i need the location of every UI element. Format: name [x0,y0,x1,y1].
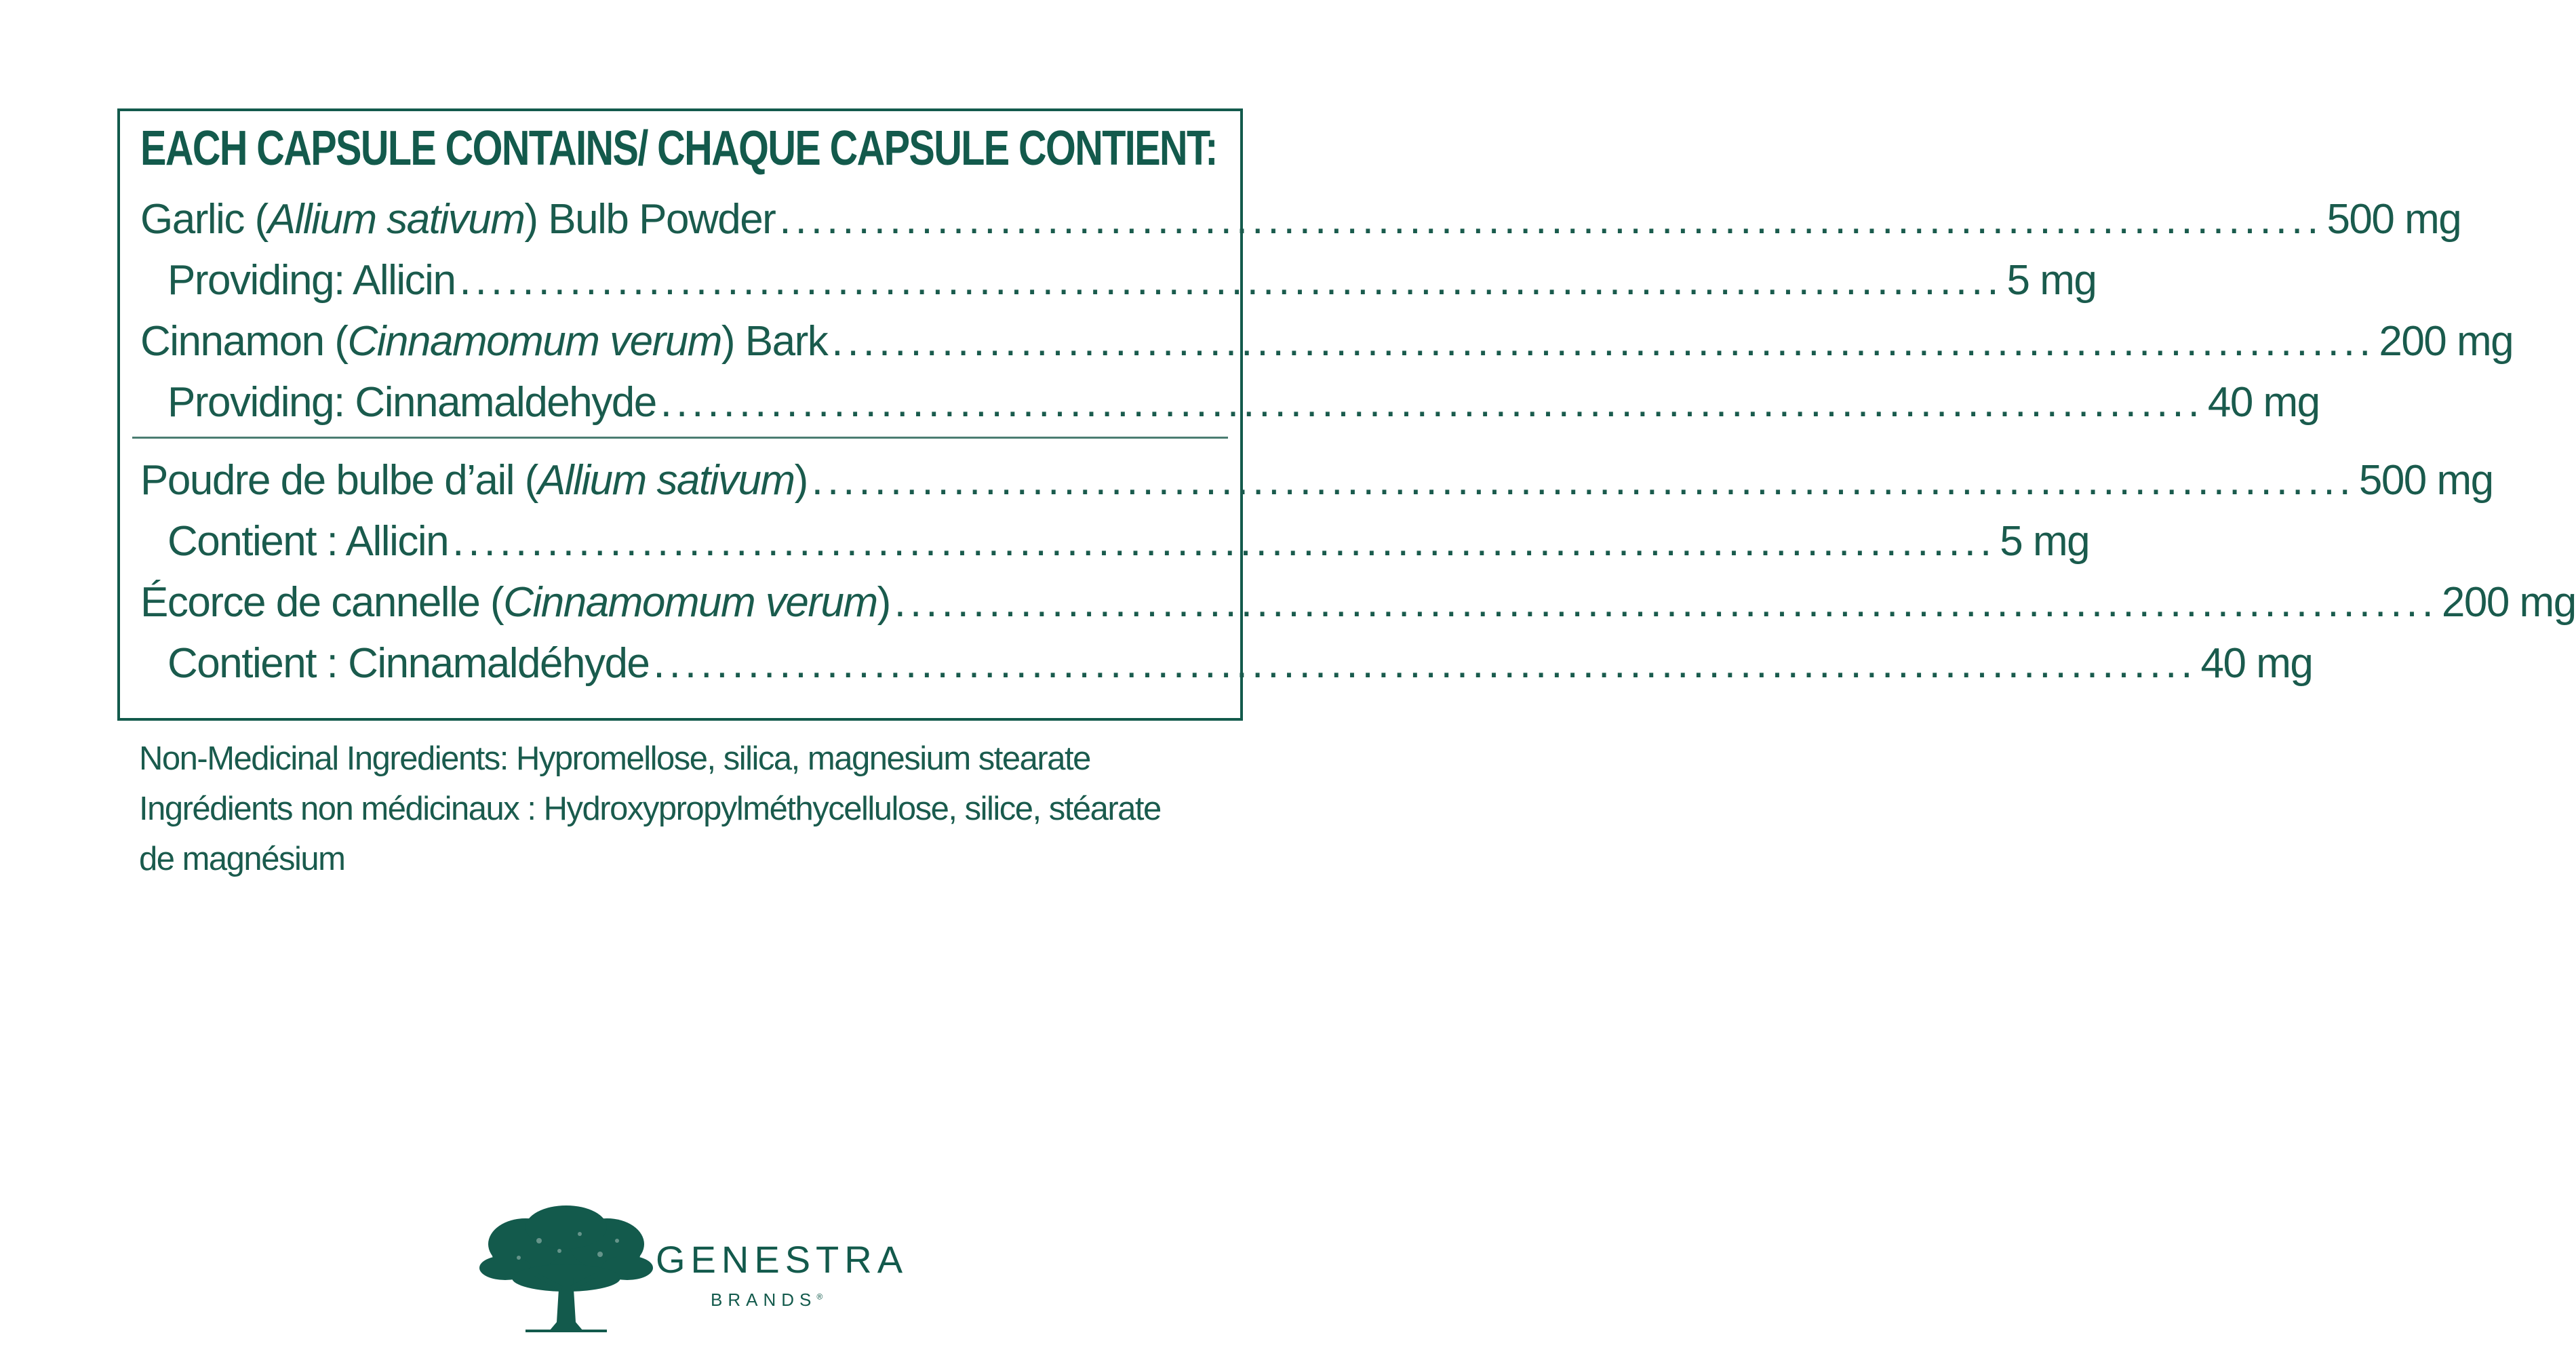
dot-leader: .................................................................................................. [831,318,2375,365]
dot-leader: .................................................................................................. [452,518,1996,565]
non-medicinal-line-fr-cont: de magnésium [139,841,345,877]
dot-leader: .................................................................................................. [459,257,2003,304]
ingredient-amount: 500 mg [2326,196,2461,243]
ingredient-name: Garlic (Allium sativum) Bulb Powder [140,196,776,243]
dot-leader: .................................................................................................. [779,196,2323,243]
non-medicinal-line-en: Non-Medicinal Ingredients: Hypromellose, silica, magnesium stearate [139,740,1090,777]
ingredient-name: Providing: Cinnamaldehyde [167,379,656,426]
ingredient-amount: 200 mg [2379,318,2514,365]
dot-leader: .................................................................................................. [653,640,2197,687]
ingredient-name: Providing: Allicin [167,257,456,304]
supplement-facts-panel [117,108,2576,721]
brand-subtitle: BRANDS® [711,1290,823,1310]
ingredient-amount: 500 mg [2358,457,2493,504]
ingredient-row-cinnamaldehyde-fr [140,633,2313,694]
ingredient-row-allicin [140,250,2097,311]
dot-leader: .................................................................................................. [811,457,2355,504]
ingredient-name: Contient : Cinnamaldéhyde [167,640,650,687]
ingredient-name: Écorce de cannelle (Cinnamomum verum) [140,579,890,626]
section-divider [132,437,1228,439]
panel-heading: EACH CAPSULE CONTAINS/ CHAQUE CAPSULE CONTIENT: [140,121,1217,176]
ingredient-name: Poudre de bulbe d’ail (Allium sativum) [140,457,808,504]
ingredient-amount: 40 mg [2207,379,2320,426]
ingredient-amount: 5 mg [2006,257,2097,304]
dot-leader: .................................................................................................. [894,579,2438,626]
ingredient-row-allicin-fr [140,511,2090,572]
ingredient-row-cinnamon [140,311,2514,372]
ingredient-amount: 40 mg [2200,640,2313,687]
registered-mark: ® [816,1292,823,1302]
ingredient-amount: 5 mg [2000,518,2090,565]
ingredient-name: Cinnamon (Cinnamomum verum) Bark [140,318,828,365]
ingredient-amount: 200 mg [2441,579,2576,626]
non-medicinal-line-fr: Ingrédients non médicinaux : Hydroxypropylméthycellulose, silice, stéarate [139,791,1161,827]
ingredient-row-cannelle [140,572,2576,633]
ingredient-name: Contient : Allicin [167,518,449,565]
ingredient-row-cinnamaldehyde [140,372,2320,433]
tree-icon [478,1203,654,1339]
ingredient-row-ail [140,450,2493,511]
dot-leader: .................................................................................................. [660,379,2204,426]
brand-name: GENESTRA [656,1238,909,1281]
ingredient-row-garlic [140,189,2461,250]
brand-logo [478,1203,909,1339]
non-medicinal-ingredients [139,734,1292,884]
